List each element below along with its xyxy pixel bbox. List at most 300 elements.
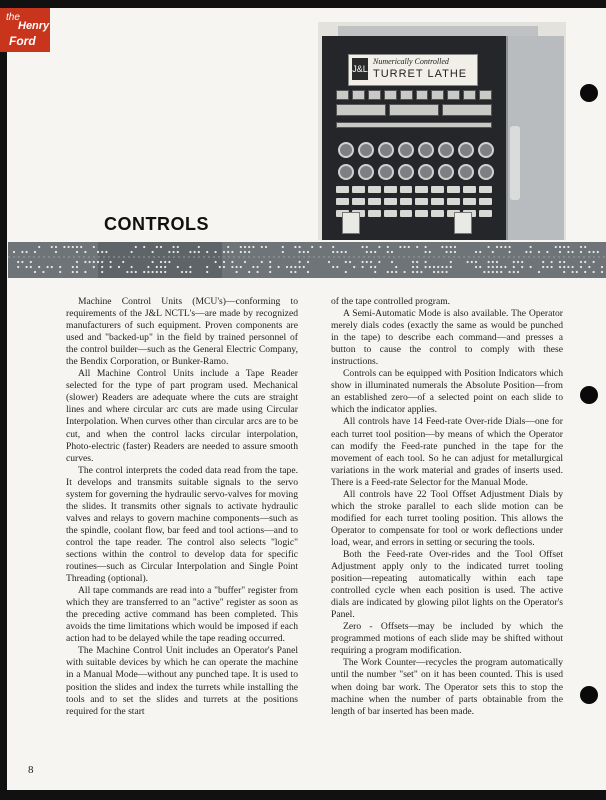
paragraph: The Machine Control Unit includes an Operator's Panel with suitable devices by which he can operate the machine in a Manual Mode—without any punched tape. It is used to position the slides and index the turrets while installing the tools and to set the slides and turrets at the positions required for the start	[66, 645, 298, 717]
tape-hole	[395, 271, 397, 273]
tape-hole	[160, 261, 162, 263]
tape-hole	[500, 246, 502, 248]
tape-hole	[450, 246, 452, 248]
tape-hole	[30, 266, 32, 268]
tape-hole	[530, 251, 532, 253]
tape-hole	[152, 251, 154, 253]
tape-hole	[492, 271, 494, 273]
tape-hole	[479, 266, 481, 268]
tape-hole	[441, 271, 443, 273]
tape-hole	[219, 266, 221, 268]
tape-hole	[194, 251, 196, 253]
tape-hole	[336, 251, 338, 253]
tape-holes	[8, 242, 606, 278]
tape-hole	[89, 261, 91, 263]
tape-hole	[370, 251, 372, 253]
tape-hole	[206, 266, 208, 268]
tape-hole	[84, 251, 86, 253]
tape-hole	[492, 266, 494, 268]
tape-hole	[131, 271, 133, 273]
tape-hole	[496, 266, 498, 268]
tape-hole	[164, 261, 166, 263]
tape-hole	[311, 246, 313, 248]
tape-hole	[584, 261, 586, 263]
indicator-strip	[336, 122, 492, 128]
tape-hole	[408, 246, 410, 248]
selector-knob-right	[454, 212, 472, 234]
tape-hole	[446, 271, 448, 273]
tape-hole	[252, 266, 254, 268]
tape-hole	[164, 271, 166, 273]
tape-hole	[34, 251, 36, 253]
tape-hole	[429, 266, 431, 268]
tape-hole	[51, 246, 53, 248]
tape-hole	[362, 266, 364, 268]
tape-hole	[307, 261, 309, 263]
binder-hole-top	[580, 84, 598, 102]
paragraph: Both the Feed-rate Over-rides and the Tool Offset Adjustment apply only to the indicated turret tooling position—repeating automatically within each tape controlled cycle when each position is used. The active dials are indicated by glowing pilot lights on the Operator's Panel.	[331, 548, 563, 621]
tape-hole	[42, 271, 44, 273]
tape-hole	[530, 266, 532, 268]
tape-hole	[374, 271, 376, 273]
tape-hole	[240, 251, 242, 253]
tape-hole	[51, 266, 53, 268]
tape-hole	[173, 246, 175, 248]
tape-hole	[546, 251, 548, 253]
tape-hole	[76, 266, 78, 268]
tape-hole	[483, 271, 485, 273]
tape-hole	[101, 266, 103, 268]
tape-hole	[563, 266, 565, 268]
tape-hole	[299, 246, 301, 248]
tape-hole	[500, 271, 502, 273]
tape-hole	[416, 246, 418, 248]
tape-hole	[189, 266, 191, 268]
tape-hole	[345, 261, 347, 263]
tape-hole	[101, 261, 103, 263]
tape-hole	[504, 266, 506, 268]
tape-hole	[147, 266, 149, 268]
tape-hole	[76, 261, 78, 263]
tape-hole	[303, 266, 305, 268]
tape-hole	[572, 251, 574, 253]
tape-hole	[517, 261, 519, 263]
tape-hole	[601, 266, 603, 268]
tape-hole	[152, 261, 154, 263]
tape-hole	[152, 271, 154, 273]
tape-hole	[479, 251, 481, 253]
tape-hole	[593, 271, 595, 273]
tape-hole	[446, 246, 448, 248]
tape-hole	[475, 261, 477, 263]
tape-hole	[294, 271, 296, 273]
tape-hole	[26, 266, 28, 268]
tape-hole	[101, 271, 103, 273]
tape-hole	[215, 251, 217, 253]
tape-hole	[236, 266, 238, 268]
tape-hole	[269, 271, 271, 273]
tape-hole	[227, 251, 229, 253]
tape-hole	[559, 246, 561, 248]
tape-hole	[391, 251, 393, 253]
tape-hole	[168, 251, 170, 253]
tape-hole	[105, 251, 107, 253]
tape-hole	[185, 271, 187, 273]
tape-hole	[488, 261, 490, 263]
tape-hole	[513, 266, 515, 268]
tape-hole	[76, 251, 78, 253]
tape-hole	[248, 251, 250, 253]
tape-hole	[290, 266, 292, 268]
tape-hole	[425, 251, 427, 253]
tape-hole	[244, 261, 246, 263]
tape-hole	[374, 251, 376, 253]
tape-hole	[80, 246, 82, 248]
tape-hole	[156, 266, 158, 268]
tape-hole	[240, 246, 242, 248]
tape-hole	[404, 271, 406, 273]
tape-hole	[387, 271, 389, 273]
tape-reader-row	[336, 90, 492, 100]
tape-hole	[555, 246, 557, 248]
text-column-left	[66, 296, 298, 718]
tape-hole	[374, 266, 376, 268]
tape-hole	[525, 251, 527, 253]
tape-hole	[47, 266, 49, 268]
tape-hole	[303, 251, 305, 253]
tape-hole	[387, 246, 389, 248]
tape-hole	[412, 266, 414, 268]
tape-hole	[278, 266, 280, 268]
tape-hole	[580, 266, 582, 268]
tape-hole	[307, 271, 309, 273]
tape-hole	[135, 246, 137, 248]
paragraph: Controls can be equipped with Position Indicators which show in illuminated numerals the Absolute Position—from an established zero—of a selected point on each slide to which the indicator applies.	[331, 368, 563, 416]
tape-hole	[131, 251, 133, 253]
tape-hole	[72, 246, 74, 248]
text-column-right	[331, 296, 563, 718]
selector-knob-left	[342, 212, 360, 234]
tape-hole	[240, 266, 242, 268]
tape-hole	[492, 251, 494, 253]
tape-hole	[164, 266, 166, 268]
paragraph: Machine Control Units (MCU's)—conforming to requirements of the J&L NCTL's—are made by recognized manufacturers of such equipment. Proven components are used and "backed-up" in the field by trained personnel of the control builder—such as the General Electric Company, the Bendix Corporation, or Bunker-Ramo.	[66, 296, 298, 368]
tape-hole	[488, 246, 490, 248]
tape-hole	[387, 251, 389, 253]
tape-hole	[378, 261, 380, 263]
tape-hole	[261, 246, 263, 248]
tape-hole	[206, 251, 208, 253]
paragraph: Zero - Offsets—may be included by which the programmed motions of each slide may be shifted without requiring a program modification.	[331, 621, 563, 657]
tape-hole	[362, 261, 364, 263]
tape-hole	[110, 266, 112, 268]
tape-hole	[542, 261, 544, 263]
tape-hole	[286, 266, 288, 268]
tape-hole	[471, 261, 473, 263]
tape-hole	[328, 261, 330, 263]
tape-hole	[496, 261, 498, 263]
tape-hole	[517, 271, 519, 273]
tape-hole	[509, 246, 511, 248]
tape-hole	[416, 266, 418, 268]
tape-hole	[290, 271, 292, 273]
tape-hole	[160, 266, 162, 268]
scan-border-top	[0, 0, 606, 8]
tape-hole	[366, 261, 368, 263]
tape-hole	[307, 251, 309, 253]
page-number: 8	[28, 764, 34, 776]
tape-hole	[593, 261, 595, 263]
tape-hole	[362, 246, 364, 248]
tape-hole	[370, 261, 372, 263]
tape-hole	[542, 266, 544, 268]
tape-hole	[366, 251, 368, 253]
tape-hole	[404, 246, 406, 248]
tape-hole	[446, 266, 448, 268]
tape-hole	[269, 261, 271, 263]
tape-hole	[370, 266, 372, 268]
tape-hole	[341, 251, 343, 253]
paragraph: All tape commands are read into a "buffer" register from which they are transferred to an "active" register as soon as the preceding active command has been completed. This avoids the time limitations which would be imposed if each action had to be delayed while the tape reading occurred.	[66, 585, 298, 645]
tape-hole	[320, 246, 322, 248]
tape-hole	[223, 251, 225, 253]
tape-hole	[492, 261, 494, 263]
tape-hole	[450, 251, 452, 253]
tape-hole	[538, 271, 540, 273]
tape-hole	[353, 266, 355, 268]
tape-hole	[509, 251, 511, 253]
tape-hole	[147, 271, 149, 273]
tape-hole	[231, 266, 233, 268]
scan-border-bottom	[0, 790, 606, 800]
tape-hole	[248, 246, 250, 248]
tape-hole	[248, 271, 250, 273]
tape-hole	[521, 261, 523, 263]
logo-line-2: Henry	[18, 20, 50, 32]
tape-hole	[244, 251, 246, 253]
tape-hole	[30, 261, 32, 263]
tape-hole	[601, 271, 603, 273]
tape-hole	[597, 251, 599, 253]
tape-hole	[55, 251, 57, 253]
tape-hole	[231, 261, 233, 263]
tape-hole	[559, 261, 561, 263]
tape-hole	[68, 246, 70, 248]
tape-hole	[282, 251, 284, 253]
tape-hole	[21, 251, 23, 253]
tape-hole	[38, 266, 40, 268]
tape-hole	[425, 261, 427, 263]
tape-hole	[454, 246, 456, 248]
punched-tape-banner	[8, 242, 606, 278]
tape-hole	[294, 266, 296, 268]
tape-hole	[143, 271, 145, 273]
tape-hole	[420, 271, 422, 273]
tape-hole	[84, 261, 86, 263]
tape-hole	[378, 246, 380, 248]
tape-hole	[177, 246, 179, 248]
tape-hole	[530, 246, 532, 248]
tape-hole	[299, 266, 301, 268]
page-heading: CONTROLS	[104, 214, 209, 234]
tape-hole	[160, 271, 162, 273]
tape-hole	[450, 266, 452, 268]
tape-hole	[496, 246, 498, 248]
tape-hole	[59, 271, 61, 273]
tape-hole	[93, 266, 95, 268]
paragraph: All Machine Control Units include a Tape Reader selected for the type of part program used. Mechanical (slower) Readers are adequate where the cuts are straight lines and where circular arc cuts are made using Circular Interpolation. When curves other than circular arcs are to be cut, and when the control lacks circular interpolation, Photo-electric (faster) Readers are needed to assure smooth curves.	[66, 368, 298, 464]
tape-hole	[26, 251, 28, 253]
tape-hole	[269, 266, 271, 268]
tape-hole	[252, 246, 254, 248]
manufacturer-badge: J&L	[352, 58, 368, 80]
tape-hole	[34, 271, 36, 273]
tape-hole	[294, 246, 296, 248]
tape-hole	[223, 266, 225, 268]
tape-hole	[143, 246, 145, 248]
paragraph: of the tape controlled program.	[331, 296, 451, 307]
binder-hole-middle	[580, 386, 598, 404]
tape-hole	[110, 261, 112, 263]
tape-hole	[437, 266, 439, 268]
tape-hole	[17, 261, 19, 263]
logo-line-3: Ford	[9, 34, 36, 48]
tape-hole	[160, 246, 162, 248]
tape-hole	[399, 246, 401, 248]
tape-hole	[446, 251, 448, 253]
tape-hole	[55, 246, 57, 248]
tape-hole	[257, 266, 259, 268]
tape-hole	[189, 251, 191, 253]
tape-hole	[538, 251, 540, 253]
tape-hole	[559, 251, 561, 253]
tape-hole	[97, 251, 99, 253]
name-plate-title: TURRET LATHE	[373, 68, 468, 80]
tape-hole	[332, 266, 334, 268]
tape-hole	[425, 246, 427, 248]
tape-hole	[521, 266, 523, 268]
tape-hole	[391, 261, 393, 263]
tape-hole	[475, 251, 477, 253]
tape-hole	[168, 261, 170, 263]
binder-hole-bottom	[580, 686, 598, 704]
paragraph: All controls have 22 Tool Offset Adjustment Dials by which the stroke parallel to each slide motion can be modified for each turret tooling position. This allows the Operator to compensate for tool or work deflections under load, wear, and errors in setting or securing the tools.	[331, 488, 563, 548]
tape-hole	[441, 246, 443, 248]
tape-hole	[425, 266, 427, 268]
tape-hole	[198, 251, 200, 253]
tape-hole	[467, 261, 469, 263]
tape-hole	[126, 271, 128, 273]
paragraph: All controls have 14 Feed-rate Over-ride Dials—one for each turret tool position—by means of which the Operator can modify the Feed-rate punched in the tape for the movement of each tool. So he can adjust for metallurgical variations in the work material and grades of inserts used. There is a Feed-rate Selector for the Manual Mode.	[331, 416, 563, 488]
tape-hole	[135, 271, 137, 273]
scan-border-left	[0, 0, 7, 800]
tape-hole	[227, 246, 229, 248]
tape-hole	[513, 261, 515, 263]
tape-hole	[475, 266, 477, 268]
tape-hole	[454, 251, 456, 253]
tape-hole	[488, 271, 490, 273]
tape-hole	[265, 246, 267, 248]
tape-hole	[332, 246, 334, 248]
tape-hole	[588, 251, 590, 253]
tape-hole	[567, 246, 569, 248]
tape-hole	[551, 261, 553, 263]
tape-hole	[563, 261, 565, 263]
tape-hole	[282, 246, 284, 248]
tape-hole	[588, 266, 590, 268]
tape-hole	[567, 251, 569, 253]
tape-hole	[181, 271, 183, 273]
position-indicator-row	[336, 104, 492, 116]
tape-hole	[173, 251, 175, 253]
paragraph: The Work Counter—recycles the program automatically until the number "set" on it has been counted. This is used when doing bar work. The Operator sets this to stop the machine when the number of parts obtainable from the length of bar inserted has been made.	[331, 657, 563, 717]
tape-hole	[38, 246, 40, 248]
tape-hole	[563, 246, 565, 248]
tape-hole	[131, 266, 133, 268]
tape-hole	[584, 271, 586, 273]
tape-hole	[391, 271, 393, 273]
tape-hole	[441, 266, 443, 268]
tape-hole	[580, 261, 582, 263]
tape-hole	[72, 271, 74, 273]
tape-hole	[349, 261, 351, 263]
tape-hole	[504, 246, 506, 248]
tape-hole	[551, 266, 553, 268]
tape-hole	[63, 246, 65, 248]
tape-hole	[118, 266, 120, 268]
tape-hole	[513, 271, 515, 273]
tape-hole	[416, 271, 418, 273]
tape-hole	[156, 271, 158, 273]
tape-hole	[429, 251, 431, 253]
tape-hole	[17, 266, 19, 268]
tape-hole	[332, 251, 334, 253]
tape-hole	[567, 266, 569, 268]
tape-hole	[231, 251, 233, 253]
tape-hole	[76, 271, 78, 273]
tape-hole	[223, 261, 225, 263]
tape-hole	[580, 251, 582, 253]
tape-hole	[336, 266, 338, 268]
henry-ford-logo	[0, 8, 50, 52]
tape-hole	[299, 261, 301, 263]
tape-hole	[593, 251, 595, 253]
name-plate	[348, 54, 478, 86]
tape-hole	[84, 271, 86, 273]
tape-hole	[584, 246, 586, 248]
tape-hole	[500, 266, 502, 268]
logo-line-1: the	[6, 12, 20, 23]
tape-hole	[93, 261, 95, 263]
tape-hole	[21, 261, 23, 263]
tape-hole	[299, 251, 301, 253]
tape-hole	[433, 266, 435, 268]
tape-hole	[559, 266, 561, 268]
tape-hole	[412, 271, 414, 273]
tape-hole	[416, 261, 418, 263]
tape-hole	[345, 271, 347, 273]
tape-hole	[156, 246, 158, 248]
tape-hole	[366, 246, 368, 248]
tape-hole	[261, 261, 263, 263]
tape-hole	[206, 271, 208, 273]
tape-hole	[488, 266, 490, 268]
tape-hole	[76, 246, 78, 248]
tape-hole	[72, 266, 74, 268]
tape-hole	[13, 251, 15, 253]
tape-hole	[580, 246, 582, 248]
cabinet-handle	[510, 126, 520, 200]
